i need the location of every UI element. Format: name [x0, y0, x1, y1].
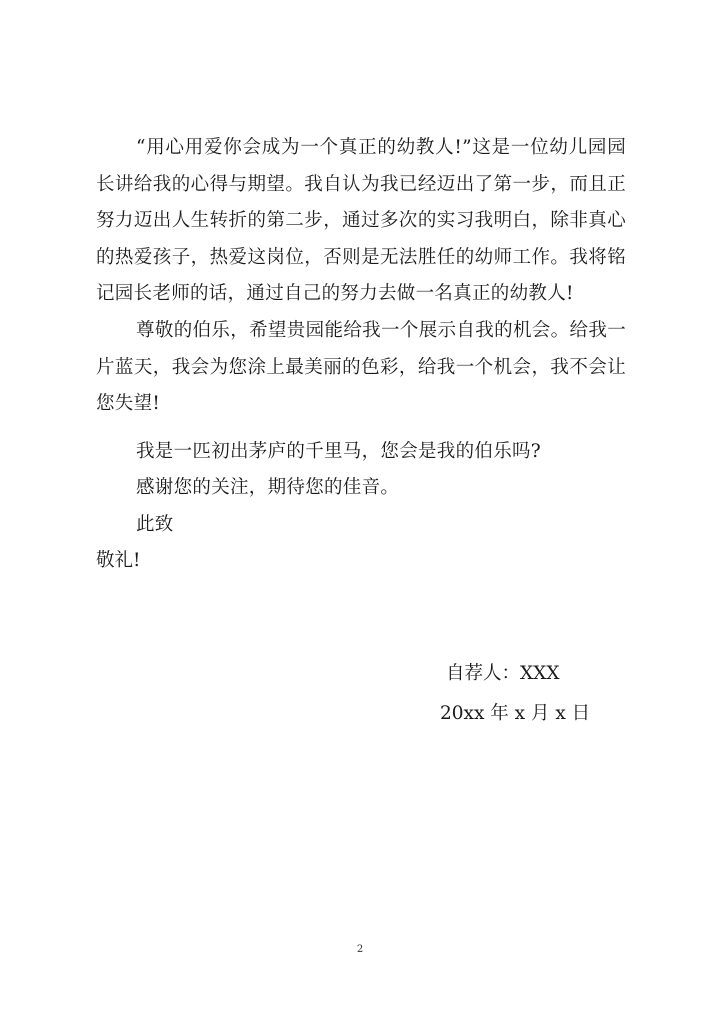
paragraph-thanks: 感谢您的关注，期待您的佳音。 — [136, 477, 400, 498]
date-line: 20xx 年 x 月 x 日 — [440, 703, 591, 724]
page-number: 2 — [356, 944, 364, 955]
salutation: 敬礼! — [96, 550, 141, 571]
paragraph-kindergarten-quote: “用心用爱你会成为一个真正的幼教人!”这是一位幼儿园园长讲给我的心得与期望。我自认为我已经迈出了第一步，而且正努力迈出人生转折的第二步，通过多次的实习我明白，除非真心的热爱孩子，热爱这岗位，否则是无法胜任的幼师工作。我将铭记园长老师的话，通过自己的努力去做一名真正的幼教人! — [96, 137, 626, 304]
closing-phrase: 此致 — [136, 514, 174, 535]
signer-line: 自荐人：XXX — [446, 663, 560, 684]
paragraph-horse-metaphor: 我是一匹初出茅庐的千里马，您会是我的伯乐吗? — [136, 441, 542, 462]
paragraph-request-opportunity: 尊敬的伯乐，希望贵园能给我一个展示自我的机会。给我一片蓝天，我会为您涂上最美丽的色彩，给我一个机会，我不会让您失望! — [96, 320, 626, 414]
